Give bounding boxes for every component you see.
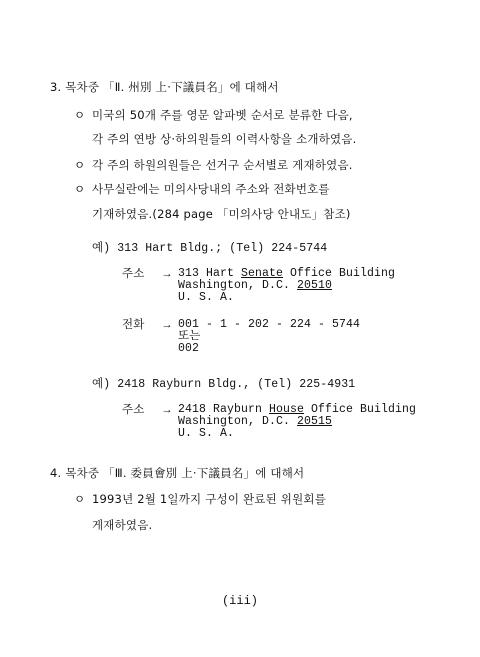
address-label: 주소 <box>122 268 145 281</box>
bullet-mark: ㅇ <box>74 182 86 196</box>
bullet-2-text: 각 주의 하원의원들은 선거구 순서별로 게재하였음. <box>92 158 353 172</box>
example-1-phone <box>178 319 360 355</box>
address-line-1-underlined: House <box>269 403 305 416</box>
bullet-1-line-1: 미국의 50개 주를 영문 알파벳 순서로 분류한 다음, <box>92 108 353 122</box>
phone-line-2: 또는 <box>178 330 201 343</box>
address-line-1-rest: Office Building <box>283 267 396 280</box>
arrow-icon: → <box>163 268 171 281</box>
address-label: 주소 <box>122 404 145 417</box>
address-line-3: U. S. A. <box>178 291 235 304</box>
address-line-2-part: Washington, D.C. <box>178 415 298 428</box>
address-line-1-rest: Office Building <box>304 403 417 416</box>
bullet-1-line-1: 1993년 2월 1일까지 구성이 완료된 위원회를 <box>92 492 327 506</box>
section-4-heading: 4. 목차중 「Ⅲ. 委員會別 上·下議員名」에 대해서 <box>50 466 305 480</box>
zip-code: 20515 <box>297 415 333 428</box>
bullet-3-line-2: 기재하였음.(284 page 「미의사당 안내도」참조) <box>92 207 351 221</box>
bullet-mark: ㅇ <box>74 108 86 122</box>
phone-line-3: 002 <box>178 342 200 355</box>
example-2-address <box>178 404 416 440</box>
example-1-address <box>178 268 395 304</box>
section-3-bullet-2 <box>74 158 353 172</box>
address-line-1-part: 2418 Rayburn <box>178 403 270 416</box>
section-3-bullet-3 <box>74 182 330 196</box>
bullet-mark: ㅇ <box>74 158 86 172</box>
example-2-title: 예) 2418 Rayburn Bldg., (Tel) 225-4931 <box>92 378 356 391</box>
address-line-3: U. S. A. <box>178 427 235 440</box>
address-line-2-part: Washington, D.C. <box>178 279 298 292</box>
zip-code: 20510 <box>297 279 333 292</box>
section-3-heading: 3. 목차중 「Ⅱ. 州別 上·下議員名」에 대해서 <box>50 80 279 94</box>
bullet-3-line-1: 사무실란에는 미의사당내의 주소와 전화번호를 <box>92 182 330 196</box>
address-line-1-underlined: Senate <box>241 267 284 280</box>
bullet-mark: ㅇ <box>74 492 86 506</box>
bullet-1-line-2: 각 주의 연방 상·하의원들의 이력사항을 소개하였음. <box>92 132 357 146</box>
section-3-bullet-1 <box>74 108 353 122</box>
section-4-bullet-1 <box>74 492 326 506</box>
example-1-title: 예) 313 Hart Bldg.; (Tel) 224-5744 <box>92 242 328 255</box>
address-line-1-part: 313 Hart <box>178 267 242 280</box>
example-1-address-row <box>122 268 176 282</box>
arrow-icon: → <box>163 404 171 417</box>
phone-line-1: 001 - 1 - 202 - 224 - 5744 <box>178 318 361 331</box>
bullet-1-line-2: 게재하였음. <box>92 518 153 532</box>
arrow-icon: → <box>163 319 171 332</box>
example-1-phone-row <box>122 319 176 333</box>
phone-label: 전화 <box>122 319 145 332</box>
example-2-address-row <box>122 404 176 418</box>
page-number: (iii) <box>221 594 258 608</box>
